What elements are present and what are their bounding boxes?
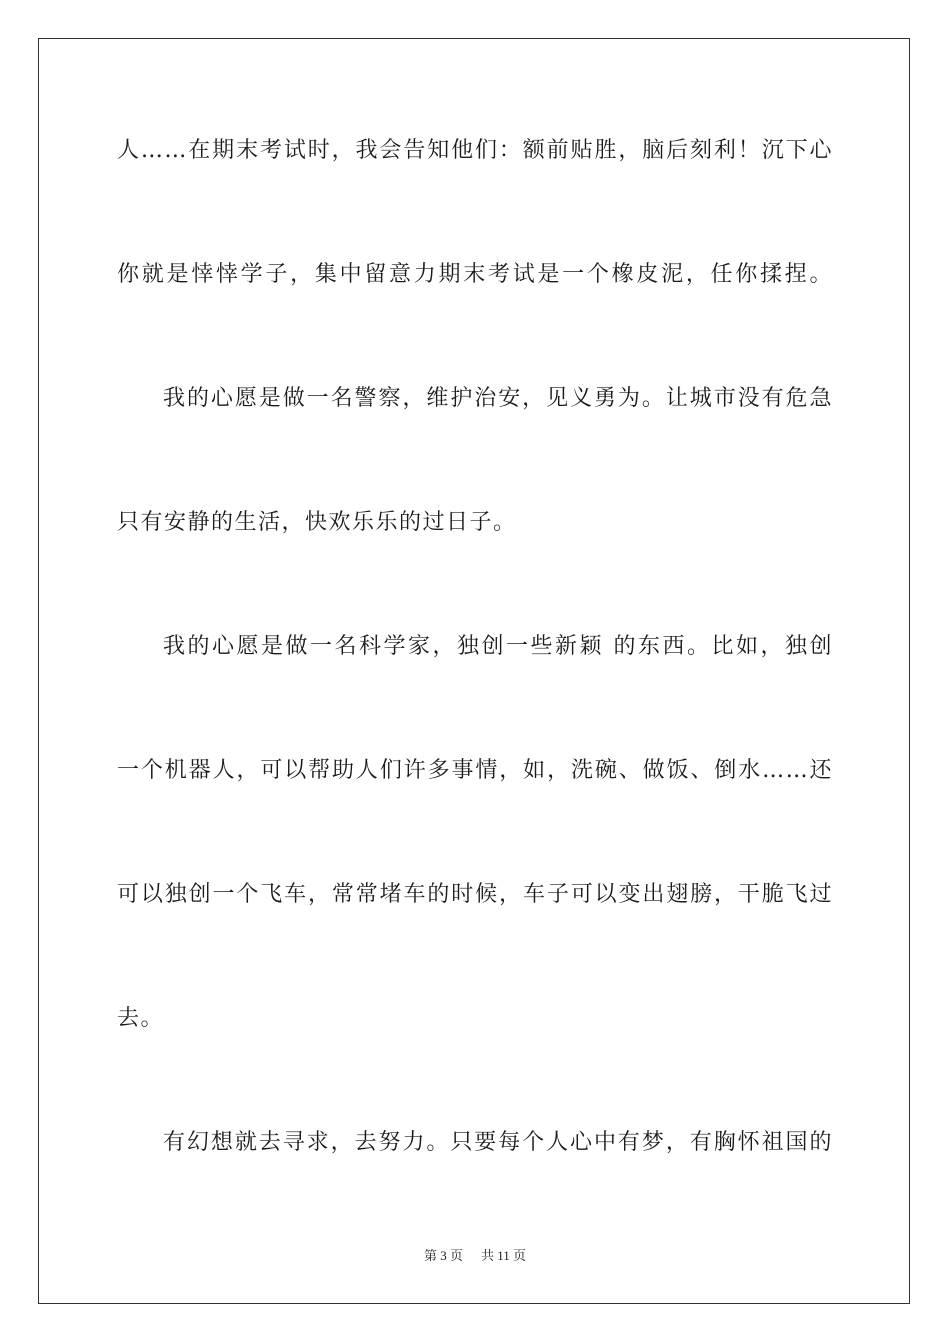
text-line-2: 你就是悻悻学子，集中留意力期末考试是一个橡皮泥，任你揉捏。 (117, 262, 833, 287)
page-footer (0, 1248, 950, 1264)
page-total: 共 11 页 (480, 1248, 527, 1263)
text-line-5: 我的心愿是做一名科学家，独创一些新颖 的东西。比如，独创 (163, 634, 833, 659)
text-line-9: 有幻想就去寻求，去努力。只要每个人心中有梦，有胸怀祖国的 (163, 1130, 833, 1155)
text-line-8: 去。 (117, 1006, 165, 1031)
text-line-3: 我的心愿是做一名警察，维护治安，见义勇为。让城市没有危急 (163, 386, 833, 411)
text-line-4: 只有安静的生活，快欢乐乐的过日子。 (117, 510, 517, 535)
page-number: 第 3 页 (423, 1248, 463, 1263)
page-border (38, 38, 910, 1304)
text-line-7: 可以独创一个飞车，常常堵车的时候，车子可以变出翅膀，干脆飞过 (117, 882, 833, 907)
text-line-1: 人……在期末考试时，我会告知他们：额前贴胜，脑后刻利！沉下心 (117, 138, 833, 163)
text-line-6: 一个机器人，可以帮助人们许多事情，如，洗碗、做饭、倒水……还 (117, 758, 833, 783)
